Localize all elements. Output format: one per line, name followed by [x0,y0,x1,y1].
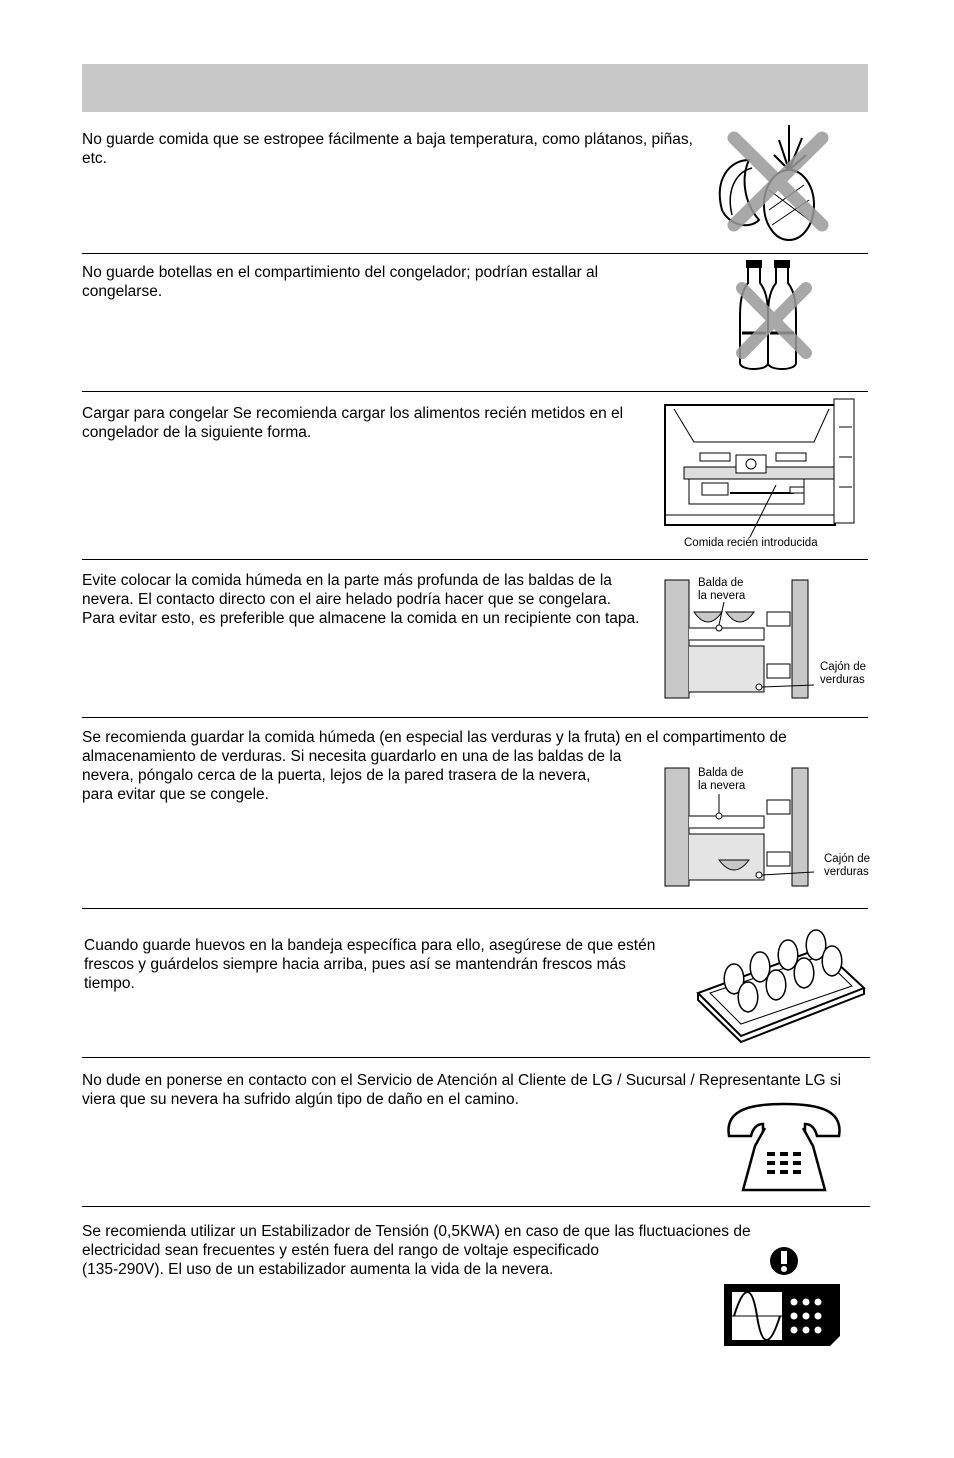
shelf-label: Balda de la nevera [698,577,746,602]
note-eggs: Cuando guarde huevos en la bandeja específica para ello, asegúrese de que estén frescos y guárdelos siempre hacia arriba, pues así se mantendrán frescos más tiempo. [84,937,656,992]
voltage-stabilizer-icon [722,1244,840,1348]
note-voltage-stabilizer: Se recomienda utilizar un Estabilizador de Tensión (0,5KWA) en caso de que las fluctuaciones de electricidad sean frecuentes y estén fuera del rango de voltaje especificado (135-290V). El uso de un estabilizador aumenta la vida de la nevera. [82,1223,751,1278]
divider [82,559,868,560]
fruit-forbidden-icon [714,120,834,245]
divider [82,1057,870,1058]
divider [82,1206,870,1207]
note-wet-food-shelf: Evite colocar la comida húmeda en la parte más profunda de las baldas de la nevera. El contacto directo con el aire helado podría hacer que se congelara. Para evitar esto, es preferible que almacene la comida en un recipiente con tapa. [82,572,640,627]
bottles-forbidden-icon [728,258,818,378]
drawer-label: Cajón de verduras [820,661,867,686]
note-damage-contact: No dude en ponerse en contacto con el Servicio de Atención al Cliente de LG / Sucursal / Representante LG si viera que su nevera ha sufrido algún tipo de daño en el camino. [82,1072,842,1108]
section-header-bar [82,64,868,112]
note-crisper-line1: Se recomienda guardar la comida húmeda (en especial las verduras y la fruta) en el compartimento de [82,729,787,746]
divider [82,253,868,254]
drawer-label: Cajón de verduras [824,853,871,878]
note-bottles: No guarde botellas en el compartimiento del congelador; podrían estallar al congelarse. [82,264,599,300]
note-freezer-loading: Cargar para congelar Se recomienda cargar los alimentos recién metidos en el congelador de la siguiente forma. [82,405,624,441]
note-tropical-fruit: No guarde comida que se estropee fácilmente a baja temperatura, como plátanos, piñas, etc. [82,131,693,167]
telephone-icon [725,1102,843,1194]
freezer-figure-label: Comida recién introducida [684,537,818,549]
divider [82,908,868,909]
egg-tray-icon [696,928,866,1042]
divider [82,391,868,392]
divider [82,717,868,718]
freezer-loading-illustration [664,397,854,527]
shelf-label: Balda de la nevera [698,767,746,792]
note-crisper-rest: almacenamiento de verduras. Si necesita guardarlo en una de las baldas de la nevera, póngalo cerca de la puerta, lejos de la pared trasera de la nevera, para evitar que se congele. [82,748,622,803]
